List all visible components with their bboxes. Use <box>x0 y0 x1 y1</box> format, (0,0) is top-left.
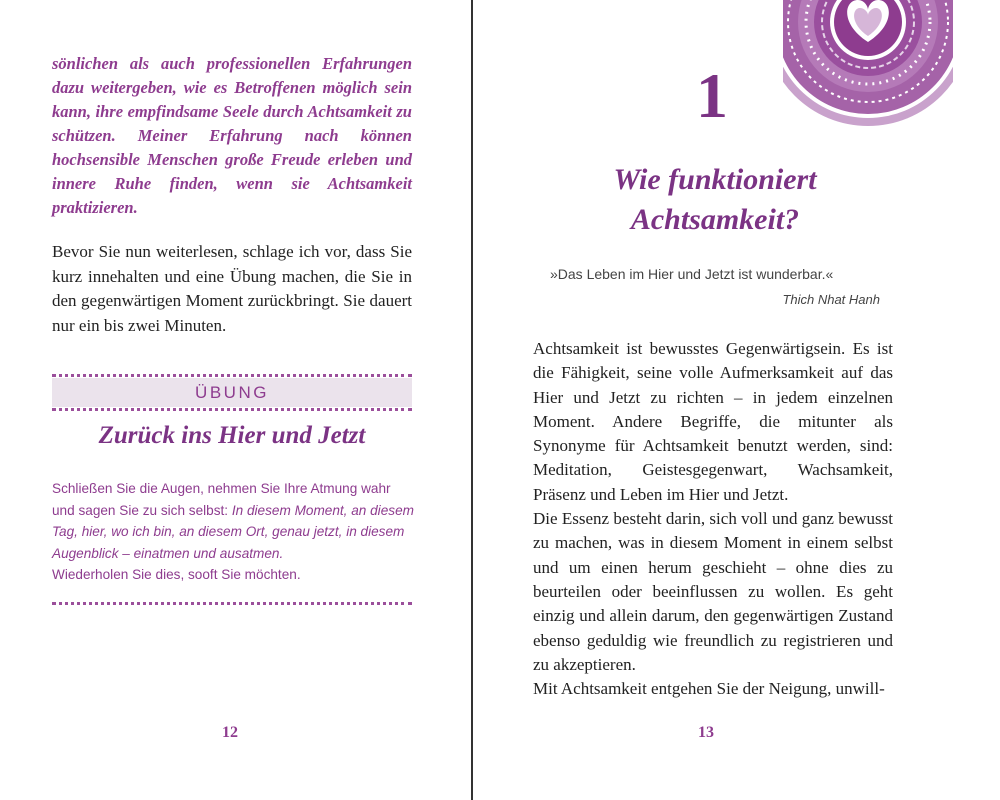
chapter-title <box>570 160 860 240</box>
body-paragraph-2: Die Essenz besteht darin, sich voll und ganz bewusst zu machen, was in diesem Moment in einem selbst und um einen herum geschieht – ohne dies zu beurteilen oder beeinflussen zu wollen. Es geht einzig und allein darum, den gegenwärtigen Zustand ebenso geduldig wie freundlich zu registrieren und zu akzeptieren. <box>533 509 893 674</box>
intro-paragraph: sönlichen als auch professionellen Erfahrungen dazu weitergeben, wie es Betroffenen möglich sein kann, ihre empfindsame Seele durch Achtsamkeit zu schützen. Meiner Erfahrung nach können hochsensible Menschen große Freude erleben und innere Ruhe finden, wenn sie Achtsamkeit praktizieren. <box>52 54 412 217</box>
dotted-divider-top <box>52 374 412 377</box>
exercise-text-plain-1: Schließen Sie die Augen, nehmen Sie Ihre Atmung wahr und sagen Sie zu sich selbst: <box>52 481 391 518</box>
body-paragraph-left: Bevor Sie nun weiterlesen, schlage ich vor, dass Sie kurz innehalten und eine Übung machen, die Sie in den gegenwärtigen Moment zurückbringt. Sie dauert nur ein bis zwei Minuten. <box>52 242 412 335</box>
exercise-text <box>52 478 414 586</box>
body-text-right <box>533 337 893 701</box>
chapter-title-line1: Wie funktioniert <box>613 163 817 196</box>
exercise-title: Zurück ins Hier und Jetzt <box>98 422 366 449</box>
epigraph-quote: »Das Leben im Hier und Jetzt ist wunderbar.« <box>550 266 834 282</box>
exercise-label: ÜBUNG <box>52 378 412 407</box>
book-gutter <box>471 0 473 800</box>
dotted-divider-bottom <box>52 602 412 605</box>
body-paragraph-3: Mit Achtsamkeit entgehen Sie der Neigung, unwill- <box>533 679 885 699</box>
chapter-title-line2: Achtsamkeit? <box>630 203 800 236</box>
exercise-text-plain-2: Wiederholen Sie dies, sooft Sie möchten. <box>52 567 301 582</box>
body-paragraph-1: Achtsamkeit ist bewusstes Gegenwärtigsein. Es ist die Fähigkeit, seine volle Aufmerksamkeit auf das Hier und Jetzt zu richten – in jedem einzelnen Moment. Andere Begriffe, die mitunter als Synonyme für Achtsamkeit benutzt werden, sind: Meditation, Geistesgegenwart, Wachsamkeit, Präsenz und Leben im Hier und Jetzt. <box>533 339 893 504</box>
right-page <box>474 0 1000 800</box>
exercise-text-italic: In diesem Moment, an diesem Tag, hier, wo ich bin, an diesem Ort, genau jetzt, in diesem Augenblick – einatmen und ausatmen. <box>52 502 414 561</box>
page-number-right: 13 <box>698 724 714 741</box>
left-page <box>0 0 472 800</box>
heart-mandala-icon <box>783 0 953 128</box>
chapter-number: 1 <box>696 60 728 131</box>
epigraph-author: Thich Nhat Hanh <box>782 292 880 307</box>
page-number-left: 12 <box>222 724 238 741</box>
dotted-divider-mid <box>52 408 412 411</box>
